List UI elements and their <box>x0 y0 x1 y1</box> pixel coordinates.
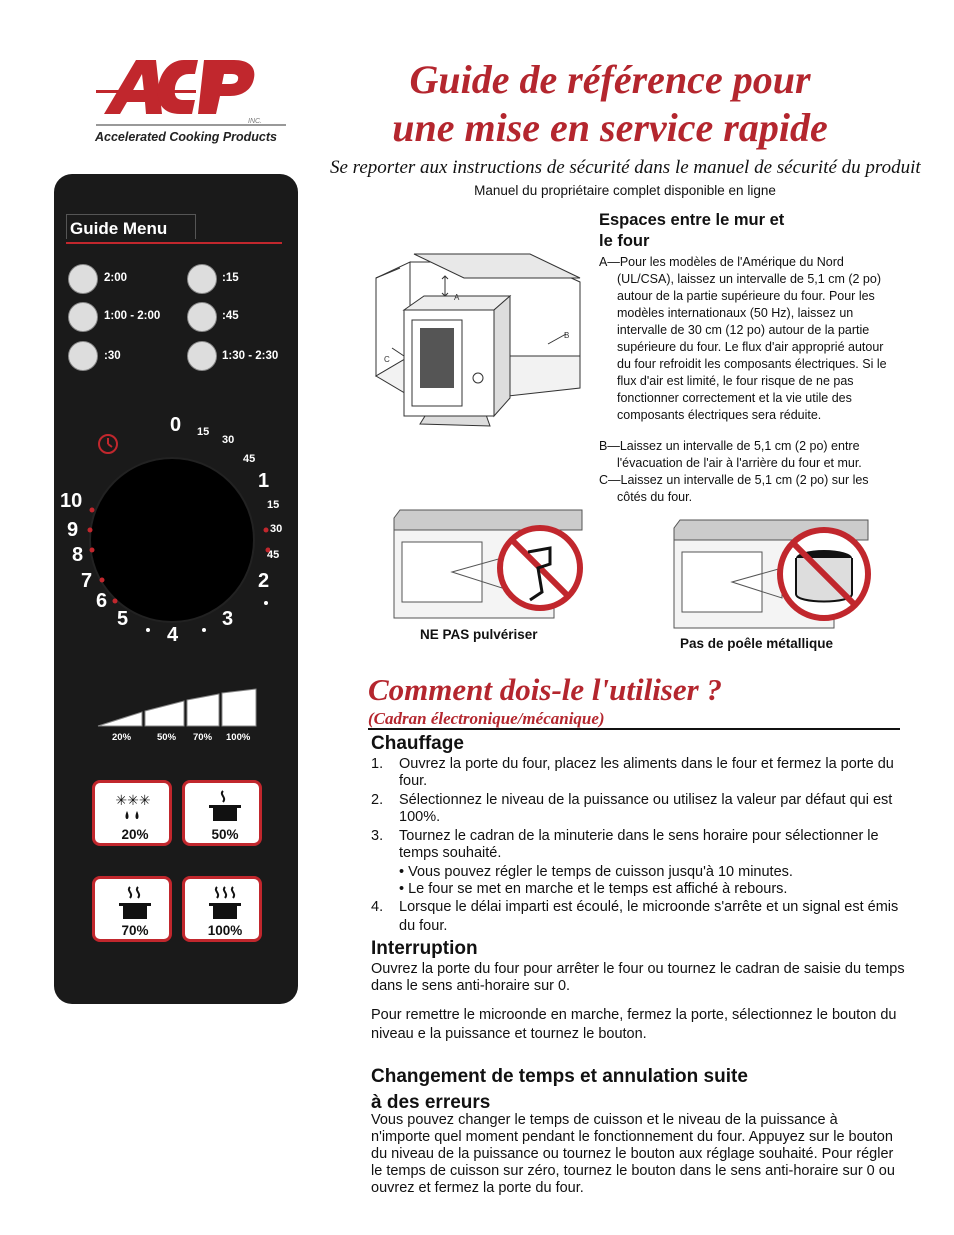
menu-time: 1:00 - 2:00 <box>104 310 161 322</box>
gap-title-line-1: Espaces entre le mur et <box>599 211 785 229</box>
dial-second: 15 <box>197 426 210 438</box>
how-to-use-subtitle: (Cadran électronique/mécanique) <box>368 709 605 728</box>
step-number: 1. <box>371 756 384 772</box>
page-title <box>330 56 890 152</box>
dial-minute: 6 <box>96 590 108 612</box>
simmer-pot-icon <box>205 789 245 825</box>
burger-icon <box>187 341 217 371</box>
step-text: Lorsque le délai imparti est écoulé, le microonde s'arrête et un signal est émis du four. <box>399 899 899 934</box>
heating-bullet: • Le four se met en marche et le temps est affiché à rebours. <box>399 881 788 897</box>
logo-inc: INC. <box>248 118 262 125</box>
gap-c-text: côtés du four. <box>617 490 693 504</box>
power-level: 50% <box>157 732 177 743</box>
dial-second: 30 <box>270 523 283 535</box>
svg-text:✳✳✳: ✳✳✳ <box>115 793 151 809</box>
step-text: Sélectionnez le niveau de la puissance ou utilisez la valeur par défaut qui est 100%. <box>399 792 893 825</box>
heating-bullet: • Vous pouvez régler le temps de cuisson jusqu'à 10 minutes. <box>399 864 793 880</box>
guide-menu-label: Guide Menu <box>70 219 168 238</box>
gap-title-line-2: le four <box>599 232 650 250</box>
menu-time: :45 <box>222 310 239 322</box>
power-button-label: 100% <box>207 923 243 938</box>
defrost-icon <box>115 789 151 825</box>
change-title <box>371 1064 911 1116</box>
coffee-cup-icon <box>68 302 98 332</box>
label-b: B <box>564 331 570 340</box>
power-50-button[interactable] <box>182 780 262 846</box>
change-title-line-2: à des erreurs <box>371 1092 491 1113</box>
gap-a-text: (UL/CSA), laissez un intervalle de 5,1 cm (2 po) autour de la partie supérieure du four. Pour les modèles internationaux (50 Hz), laissez un intervalle de 30 cm (12 po) autour de la partie supérieure du four. Le flux d'air approprié autour du four refroidit les composants électriques. Si le flux d'air est limité, le four risque de ne pas fonctionner correctement et la vie utile des composants électriques sera réduite. <box>617 272 887 422</box>
no-metal-pan-illustration <box>672 518 872 630</box>
dial-minute: 8 <box>72 544 84 566</box>
step-number: 2. <box>371 792 384 808</box>
croissant-icon <box>187 264 217 294</box>
power-button-label: 70% <box>121 923 149 938</box>
change-paragraph: Vous pouvez changer le temps de cuisson et le niveau de la puissance à n'importe quel moment pendant le fonctionnement du four. Appuyez sur le bouton du niveau de la puissance ou tournez le bouton aux réglage souhaité. Pour régler le temps de cuisson sur zéro, tournez le bouton dans le sens anti-horaire sur 0 ou ouvrez et fermez la porte du four. <box>371 1112 895 1196</box>
step-text: Tournez le cadran de la minuterie dans le sens horaire pour sélectionner le temps souhaité. <box>399 828 879 861</box>
power-button-label: 20% <box>121 827 149 842</box>
dial-minute: 4 <box>167 624 179 646</box>
no-spray-caption: NE PAS pulvériser <box>420 627 538 642</box>
step-text: Ouvrez la porte du four, placez les aliments dans le four et fermez la porte du four. <box>399 756 894 789</box>
power-level: 20% <box>112 732 132 743</box>
power-level: 100% <box>226 732 251 743</box>
power-100-button[interactable] <box>182 876 262 942</box>
gap-a-lead: A—Pour les modèles de l'Amérique du Nord <box>599 255 844 269</box>
dial-minute: 0 <box>170 414 182 436</box>
interruption-p2: Pour remettre le microonde en marche, fermez la porte, sélectionnez le bouton du niveau e la puissance et tournez le bouton. <box>371 1007 897 1042</box>
power-ramp <box>96 688 258 728</box>
label-a: A <box>454 293 460 302</box>
dial-minute: 5 <box>117 608 129 630</box>
dial-minute: 1 <box>258 470 270 492</box>
change-title-line-1: Changement de temps et annulation suite <box>371 1066 748 1087</box>
dial-minute: 3 <box>222 608 234 630</box>
logo-tagline: Accelerated Cooking Products <box>95 130 277 144</box>
dial-minute: 7 <box>81 570 93 592</box>
interruption-p1: Ouvrez la porte du four pour arrêter le four ou tournez le cadran de saisie du temps dans le sens anti-horaire sur 0. <box>371 961 905 994</box>
heating-step <box>371 756 911 790</box>
manual-note: Manuel du propriétaire complet disponible en ligne <box>474 183 776 198</box>
sandwich-icon <box>187 302 217 332</box>
heating-step <box>371 828 911 862</box>
menu-time: 1:30 - 2:30 <box>222 350 279 362</box>
dial-second: 30 <box>222 434 235 446</box>
no-metal-pan-caption: Pas de poêle métallique <box>680 636 834 651</box>
power-level: 70% <box>193 732 213 743</box>
heating-title: Chauffage <box>371 733 464 754</box>
power-button-label: 50% <box>211 827 239 842</box>
wall-clearance-diagram <box>370 248 588 458</box>
dial-second: 45 <box>243 453 256 465</box>
gap-item-b <box>599 438 909 472</box>
power-70-button[interactable] <box>92 876 172 942</box>
pizza-icon <box>68 341 98 371</box>
dial-second: 15 <box>267 499 280 511</box>
dial-minute: 2 <box>258 570 270 592</box>
gap-item-a <box>599 254 909 424</box>
gap-b-lead: B—Laissez un intervalle de 5,1 cm (2 po) entre <box>599 439 860 453</box>
how-to-use-divider <box>368 728 900 730</box>
no-spray-illustration <box>392 508 584 620</box>
how-to-use-title: Comment dois-le l'utiliser ? <box>368 672 722 707</box>
dial-second: 45 <box>267 549 280 561</box>
dial-minute: 9 <box>67 519 79 541</box>
menu-time: :30 <box>104 350 121 362</box>
gap-item-c <box>599 472 909 506</box>
steam-pot-icon <box>115 885 155 923</box>
heating-step <box>371 898 911 936</box>
power-20-button[interactable] <box>92 780 172 846</box>
gap-b-text: l'évacuation de l'air à l'arrière du four et mur. <box>617 456 862 470</box>
safety-note: Se reporter aux instructions de sécurité dans le manuel de sécurité du produit <box>330 157 921 178</box>
timer-dial[interactable] <box>80 438 270 638</box>
menu-time: :15 <box>222 272 239 284</box>
guide-menu-divider <box>66 242 282 244</box>
step-number: 3. <box>371 828 384 844</box>
step-number: 4. <box>371 899 384 915</box>
popcorn-icon <box>68 264 98 294</box>
heating-steps <box>371 756 911 938</box>
interruption-title: Interruption <box>371 938 478 959</box>
title-line-1: Guide de référence pour <box>409 57 811 102</box>
gap-c-lead: C—Laissez un intervalle de 5,1 cm (2 po) sur les <box>599 473 869 487</box>
heating-step <box>371 792 911 826</box>
title-line-2: une mise en service rapide <box>392 105 828 150</box>
label-c: C <box>384 355 390 364</box>
menu-time: 2:00 <box>104 272 128 284</box>
gap-section-title <box>599 210 889 252</box>
dial-minute: 10 <box>60 490 83 512</box>
full-steam-pot-icon <box>205 885 245 923</box>
